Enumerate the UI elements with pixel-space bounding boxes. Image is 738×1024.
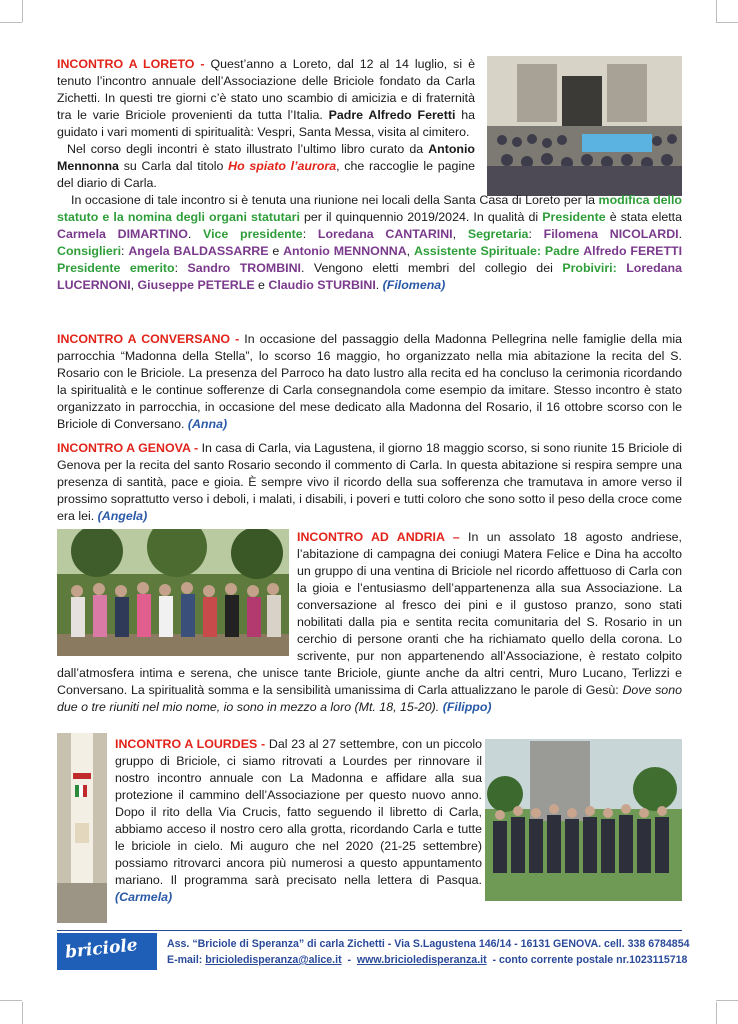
signature: (Carmela) — [115, 890, 173, 904]
lourdes-paragraph: INCONTRO A LOURDES - Dal 23 al 27 settembre, con un piccolo gruppo di Briciole, ci siamo ritrovati a Lourdes per rinnovare il nostro incontro annuale con La Madonna e affidare alla sua protezione il cammino dell’Associazione per questo nuovo anno. Dopo il rito della Via Crucis, fatto seguendo il libretto di Carla, abbiamo acceso il nostro cero alla grotta, ricordando Carla e tutte le briciole in cielo. Mi auguro che nel 2020 (21-25 settembre) possiamo ritrovarci ancora più numerosi a questo appuntamento mariano. Il programma sarà precisato nella lettera di Pasqua. (Carmela) — [115, 737, 482, 904]
section-lourdes — [115, 736, 482, 906]
crop-mark — [716, 1000, 738, 1001]
lourdes-group-photo — [485, 739, 682, 901]
signature: (Anna) — [187, 417, 228, 431]
conversano-paragraph: INCONTRO A CONVERSANO - In occasione del passaggio della Madonna Pellegrina nelle famiglie della mia parrocchia “Madonna della Stella”, lo scorso 16 maggio, ho organizzato nella mia abitazione la recita del S. Rosario con le Briciole. La presenza del Parroco ha dato lustro alla recita ed ha concluso la cerimonia ricordando la spiritualità e le continue sofferenze di Carla consegnandola come esempio da imitare. Stesso incontro è stato organizzato in parrocchia, in occasione del mese dedicato alla Madonna del Rosario, il 16 ottobre scorso con le Briciole di Conversano. (Anna) — [57, 332, 682, 431]
genova-heading: INCONTRO A GENOVA - — [57, 441, 199, 455]
crop-mark — [0, 1000, 22, 1001]
loreto-paragraph-3: In occasione di tale incontro si è tenuta una riunione nei locali della Santa Casa di Loreto per la modifica dello statuto e la nomina degli organi statutari per il quinquennio 2019/2024. In qualità di Presidente è stata eletta Carmela DIMARTINO. Vice presidente: Loredana CANTARINI, Segretaria: Filomena NICOLARDI. Consiglieri: Angela BALDASSARRE e Antonio MENNONNA, Assistente Spirituale: Padre Alfredo FERETTI Presidente emerito: Sandro TROMBINI. Vengono eletti membri del collegio dei Probiviri: Loredana LUCERNONI, Giuseppe PETERLE e Claudio STURBINI. (Filomena) — [57, 193, 683, 292]
footer-address: Ass. “Briciole di Speranza” di carla Zichetti - Via S.Lagustena 146/14 - 16131 GENOVA. cell. 338 6784854 — [167, 938, 690, 950]
footer-contact — [167, 936, 689, 968]
crop-mark — [22, 0, 23, 22]
crop-mark — [716, 22, 738, 23]
andria-paragraph: INCONTRO AD ANDRIA – In un assolato 18 agosto andriese, l’abitazione di campagna dei coniugi Matera Felice e Dina ha accolto un gruppo di una ventina di Briciole nel ricordo affettuoso di Carla con la gioia e l’entusiasmo dell’appartenenza alla sua Associazione. La conversazione al fresco dei pini e il gustoso pranzo, sono stati nobilitati dalla pia e sentita recita comunitaria del S. Rosario in un cerchio di persone oranti che ha richiamato quello della corona. Lo scrivente, pur non appartenendo all’Associazione, è restato colpito dall’atmosfera intima e serena, che unisce tante Briciole, giunte anche da altri centri, Muro Lucano, Terlizzi e Conversano. La spiritualità somma e la sensibilità umanissima di Carla attualizzano le parole di Gesù: Dove sono due o tre riuniti nel mio nome, io sono in mezzo a loro (Mt. 18, 15-20). (Filippo) — [57, 530, 682, 714]
crop-mark — [22, 1002, 23, 1024]
email-link[interactable]: bricioledisperanza@alice.it — [205, 954, 342, 966]
website-link[interactable]: www.bricioledisperanza.it — [356, 954, 487, 966]
signature: (Filippo) — [442, 700, 492, 714]
conversano-heading: INCONTRO A CONVERSANO - — [57, 332, 240, 346]
section-loreto — [57, 56, 682, 294]
footer-links: E-mail: bricioledisperanza@alice.it - www.bricioledisperanza.it - conto corrente postale nr.1023115718 — [167, 954, 688, 966]
signature: (Filomena) — [382, 278, 446, 292]
crop-mark — [716, 1002, 717, 1024]
loreto-paragraph-1: INCONTRO A LORETO - Quest’anno a Loreto, dal 12 al 14 luglio, si è tenuto l’incontro annuale dell’Associazione delle Briciole fondato da Carla Zichetti. In questi tre giorni c’è stato uno scambio di amicizia e di fraternità tra le varie Briciole provenienti da tutta l’Italia. Padre Alfredo Feretti ha guidato i vari momenti di spiritualità: Vespri, Santa Messa, visita al cimitero. — [57, 57, 475, 139]
signature: (Angela) — [97, 509, 148, 523]
briciole-logo: briciole — [57, 933, 157, 970]
loreto-paragraph-2: Nel corso degli incontri è stato illustrato l’ultimo libro curato da Antonio Mennonna su Carla dal titolo Ho spiato l’aurora, che raccoglie le pagine del diario di Carla. — [57, 142, 475, 190]
andria-heading: INCONTRO AD ANDRIA – — [297, 530, 460, 544]
crop-mark — [0, 22, 22, 23]
genova-paragraph: INCONTRO A GENOVA - In casa di Carla, via Lagustena, il giorno 18 maggio scorso, si sono riunite 15 Briciole di Genova per la recita del santo Rosario secondo il commento di Carla. In questa abitazione si respira sempre una presenza di santità, pace e gioia. È sempre vivo il ricordo della sua sofferenza che tramutava in amore verso il prossimo soprattutto verso i deboli, i malati, i disabili, i poveri e tutti coloro che sono sotto il peso della croce come era lei. (Angela) — [57, 441, 682, 523]
lourdes-heading: INCONTRO A LOURDES - — [115, 737, 266, 751]
lourdes-candle-photo — [57, 733, 107, 923]
section-conversano — [57, 331, 682, 433]
footer-divider — [57, 930, 682, 931]
gospel-quote: Dove sono due o tre riuniti nel mio nome, io sono in mezzo a loro (Mt. 18, 15-20). — [57, 683, 682, 714]
book-title: Ho spiato l’aurora — [228, 159, 337, 173]
footer — [57, 930, 690, 972]
photo-spacer — [57, 529, 297, 657]
loreto-heading: INCONTRO A LORETO - — [57, 57, 205, 71]
section-andria — [57, 529, 682, 716]
crop-mark — [716, 0, 717, 22]
section-genova — [57, 440, 682, 525]
